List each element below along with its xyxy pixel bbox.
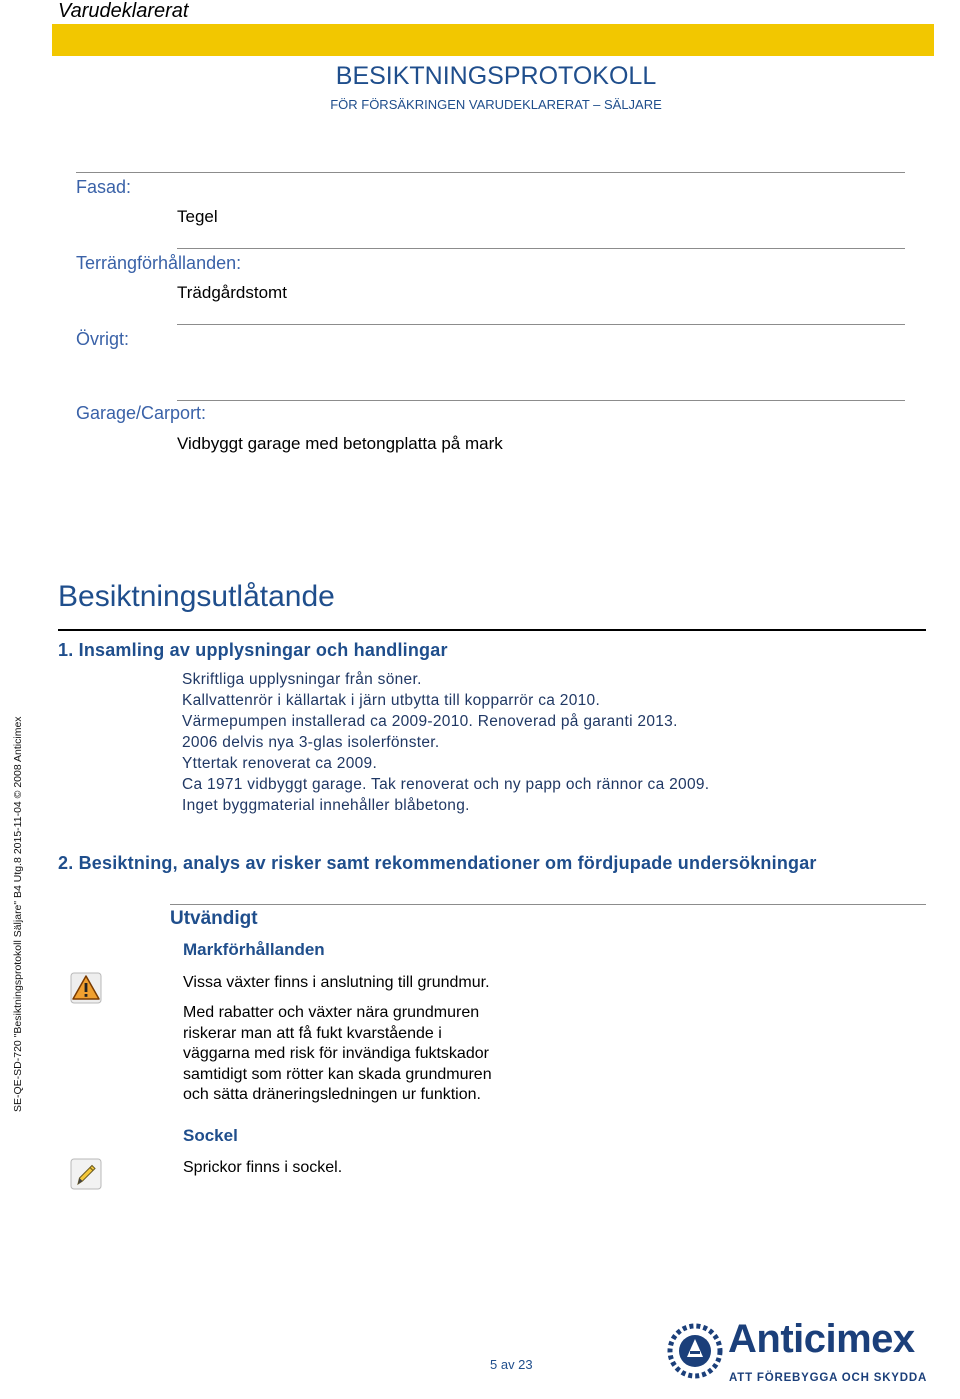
document-subtitle: FÖR FÖRSÄKRINGEN VARUDEKLARERAT – SÄLJARE xyxy=(330,97,662,112)
item-title-markforhallanden: Markförhållanden xyxy=(183,940,325,959)
section2-subheading: Utvändigt xyxy=(170,908,258,929)
field-divider xyxy=(76,172,905,173)
pencil-note-icon xyxy=(70,1158,102,1190)
list-item: Värmepumpen installerad ca 2009-2010. Renoverad på garanti 2013. xyxy=(182,713,678,730)
header-title: Varudeklarerat xyxy=(58,0,189,22)
document-title: BESIKTNINGSPROTOKOLL xyxy=(335,62,657,90)
item-title-sockel: Sockel xyxy=(183,1126,238,1145)
field-label-fasad: Fasad: xyxy=(76,177,132,197)
list-item: 2006 delvis nya 3-glas isolerfönster. xyxy=(182,734,440,751)
field-label-garage: Garage/Carport: xyxy=(76,403,207,423)
detail-line: riskerar man att få fukt kvarstående i xyxy=(183,1024,442,1042)
report-heading-rule xyxy=(58,629,926,631)
detail-line: Med rabatter och växter nära grundmuren xyxy=(183,1004,480,1021)
field-label-terrang: Terrängförhållanden: xyxy=(76,253,242,273)
field-divider xyxy=(177,400,905,401)
finding-text: Vissa växter finns i anslutning till grundmur. xyxy=(183,974,490,991)
header-accent-bar xyxy=(52,24,934,56)
warning-icon xyxy=(70,972,102,1004)
field-value-garage: Vidbyggt garage med betongplatta på mark xyxy=(177,434,503,453)
field-value-terrang: Trädgårdstomt xyxy=(177,283,287,302)
field-divider xyxy=(177,324,905,325)
report-heading: Besiktningsutlåtande xyxy=(58,580,335,613)
field-value-fasad: Tegel xyxy=(177,207,218,226)
finding-text: Sprickor finns i sockel. xyxy=(183,1159,343,1176)
list-item: Kallvattenrör i källartak i järn utbytta till kopparrör ca 2010. xyxy=(182,692,601,709)
detail-line: och sätta dräneringsledningen ur funktion. xyxy=(183,1086,481,1103)
logo-wordmark: Anticimex xyxy=(728,1317,915,1361)
logo-tagline: ATT FÖREBYGGA OCH SKYDDA xyxy=(729,1372,928,1384)
list-item: Ca 1971 vidbyggt garage. Tak renoverat och ny papp och rännor ca 2009. xyxy=(182,776,710,793)
field-label-ovrigt: Övrigt: xyxy=(76,329,130,349)
section1-title: 1. Insamling av upplysningar och handlingar xyxy=(58,640,448,660)
section1-list xyxy=(182,669,709,816)
anticimex-logo-icon xyxy=(667,1323,723,1379)
list-item: Yttertak renoverat ca 2009. xyxy=(182,755,378,772)
field-divider xyxy=(177,248,905,249)
detail-line: samtidigt som rötter kan skada grundmuren xyxy=(183,1065,492,1083)
subheading-rule xyxy=(170,904,926,905)
list-item: Inget byggmaterial innehåller blåbetong. xyxy=(182,797,470,814)
section2-title: 2. Besiktning, analys av risker samt rekommendationer om fördjupade undersökningar xyxy=(58,853,817,873)
detail-line: väggarna med risk för invändiga fuktskador xyxy=(183,1045,489,1062)
detail-paragraph xyxy=(183,1003,492,1106)
document-code-side-text: SE-QE-SD-720 "Besiktningsprotokoll Säljare" B4 Utg.8 2015-11-04 © 2008 Anticimex xyxy=(12,716,24,1112)
page-number: 5 av 23 xyxy=(490,1357,533,1372)
list-item: Skriftliga upplysningar från söner. xyxy=(182,671,422,688)
